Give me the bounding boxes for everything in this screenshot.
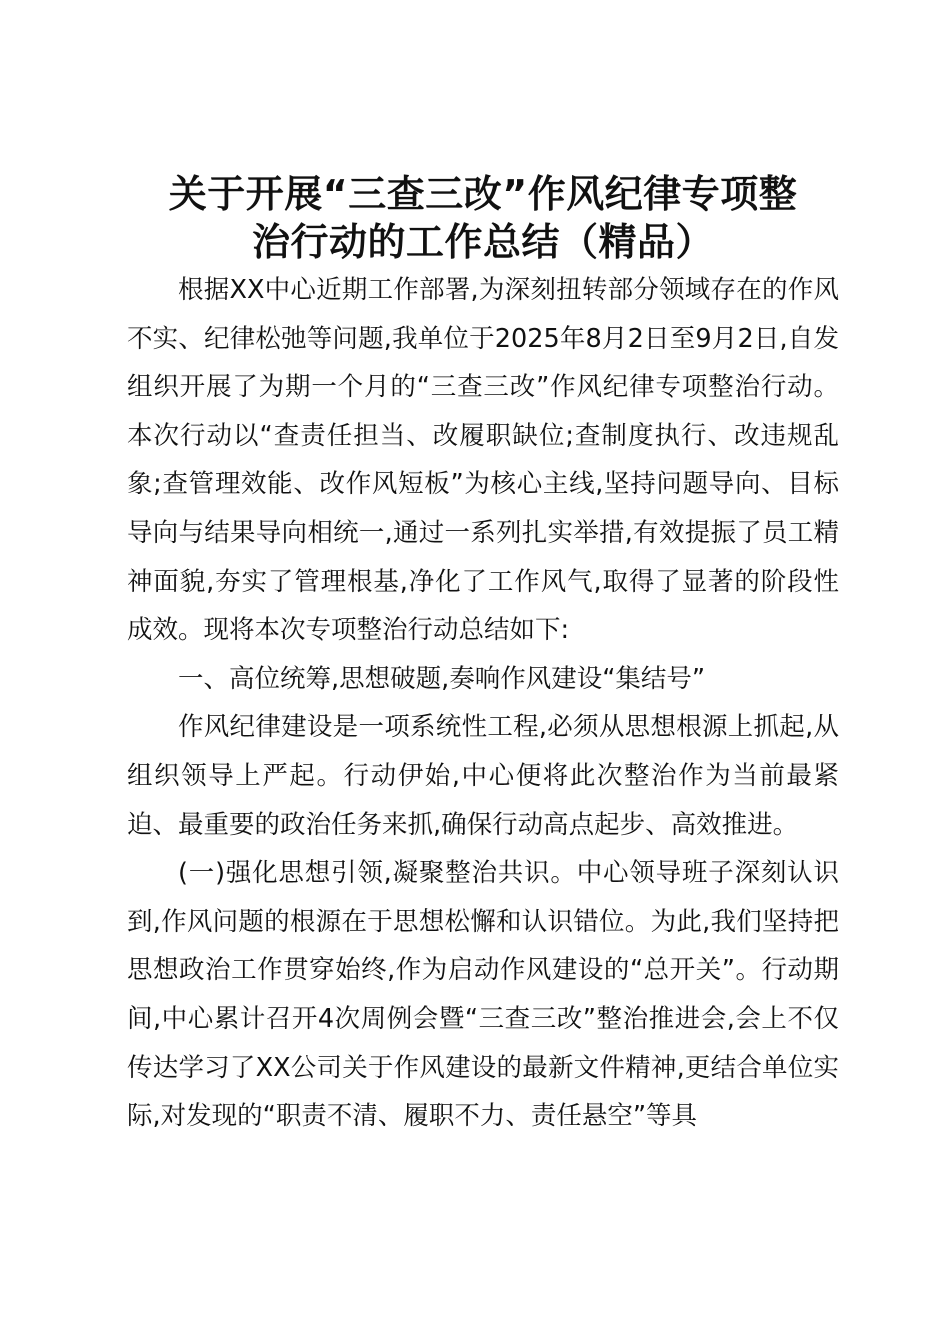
section-heading-1: 一、高位统筹,思想破题,奏响作风建设“集结号” — [178, 663, 706, 694]
section-1-paragraph: 作风纪律建设是一项系统性工程,必须从思想根源上抓起,从组织领导上严起。行动伊始,中心便将此次整治作为当前最紧迫、最重要的政治任务来抓,确保行动高点起步、高效推进。 — [127, 712, 839, 840]
subsection-1-paragraph: (一)强化思想引领,凝聚整治共识。中心领导班子深刻认识到,作风问题的根源在于思想松懈和认识错位。为此,我们坚持把思想政治工作贯穿始终,作为启动作风建设的“总开关”。行动期间,中心累计召开4次周例会暨“三查三改”整治推进会,会上不仅传达学习了XX公司关于作风建设的最新文件精神,更结合单位实际,对发现的“职责不清、履职不力、责任悬空”等具 — [127, 858, 839, 1132]
title-line-1: 关于开展“三查三改”作风纪律专项整 — [168, 172, 798, 216]
title-line-2: 治行动的工作总结（精品） — [251, 220, 714, 264]
document-page — [127, 160, 839, 1141]
intro-paragraph: 根据XX中心近期工作部署,为深刻扭转部分领域存在的作风不实、纪律松弛等问题,我单位于2025年8月2日至9月2日,自发组织开展了为期一个月的“三查三改”作风纪律专项整治行动。本次行动以“查责任担当、改履职缺位;查制度执行、改违规乱象;查管理效能、改作风短板”为核心主线,坚持问题导向、目标导向与结果导向相统一,通过一系列扎实举措,有效提振了员工精神面貌,夯实了管理根基,净化了工作风气,取得了显著的阶段性成效。现将本次专项整治行动总结如下: — [127, 275, 839, 646]
document-title — [127, 160, 839, 266]
